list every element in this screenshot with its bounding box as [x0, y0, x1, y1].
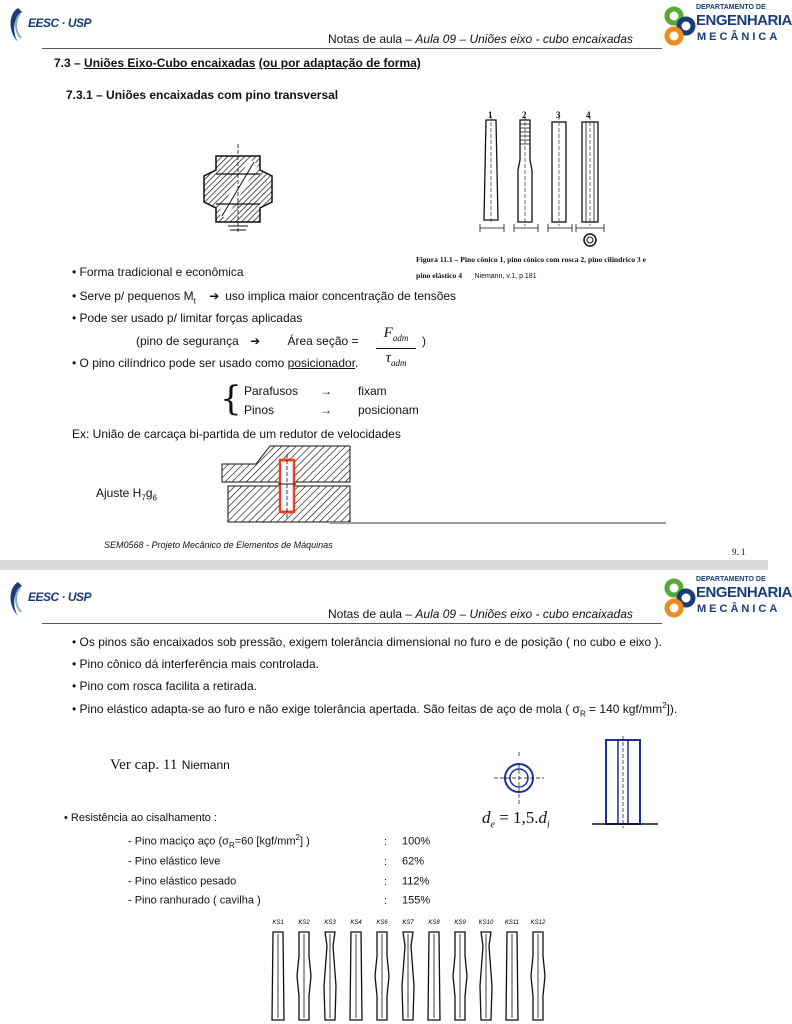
bullet-pequenos-mt: • Serve p/ pequenos $M_t$ ➔ uso implica maior concentração de tensões: [72, 289, 457, 306]
page-divider: [0, 560, 768, 570]
resistance-label: - Pino ranhurado ( cavilha ): [128, 894, 261, 907]
dem-logo: [664, 576, 792, 622]
bullet-pino-conico: • Pino cônico dá interferência mais controlada.: [72, 657, 320, 671]
pin-type-label: KS1: [272, 920, 284, 926]
pin-type-label: KS3: [324, 920, 336, 926]
pin-type-ks2: [297, 920, 311, 1020]
pin-type-label: KS4: [350, 920, 362, 926]
resistance-row: [128, 892, 448, 909]
pin-type-ks1: [272, 920, 284, 1020]
ver-cap-reference: Ver cap. 11 Niemann: [110, 757, 230, 773]
eesc-usp-logo: [6, 6, 92, 46]
figure-label-2: 2: [522, 110, 527, 120]
example-text: Ex: União de carcaça bi-partida de um redutor de velocidades: [72, 427, 401, 441]
bullet-posicionador: • O pino cilíndrico pode ser usado como posicionador.: [72, 356, 359, 370]
pin-type-label: KS8: [428, 920, 440, 926]
pin-type-label: KS6: [376, 920, 388, 926]
resistance-colon: :: [384, 855, 388, 868]
page-number: 9. 1: [732, 547, 746, 557]
resistance-label: - Pino elástico pesado: [128, 875, 237, 888]
pin-type-ks4: [350, 920, 362, 1020]
pin-types-drawing: [262, 916, 554, 1024]
figure-label-3: 3: [556, 110, 561, 120]
dem-logo-mid: ENGENHARIA: [696, 584, 792, 601]
subsection-title: 7.3.1 – Uniões encaixadas com pino transversal: [66, 88, 339, 102]
pin-type-label: KS9: [454, 920, 466, 926]
dem-logo-top: DEPARTAMENTO DE: [696, 576, 766, 583]
left-brace: {: [220, 379, 242, 419]
pin-type-ks3: [324, 920, 336, 1020]
dem-logo: [664, 4, 792, 50]
eesc-emblem-icon: [6, 580, 30, 618]
formula-fraction: $F_{adm}$ $\tau_{adm}$: [376, 326, 416, 371]
figure-caption-line1: Figura 11.1 – Pino cônico 1, pino cônico com rosca 2, pino cilíndrico 3 e: [416, 255, 646, 264]
pin-shaft-drawing: [200, 144, 276, 234]
resistance-value: 112%: [402, 875, 430, 888]
page-header: Notas de aula – Aula 09 – Uniões eixo - cubo encaixadas: [328, 32, 633, 46]
dem-logo-top: DEPARTAMENTO DE: [696, 4, 766, 11]
dem-logo-bot: MECÂNICA: [697, 31, 781, 43]
ajuste-tolerance: Ajuste $H_7g_6$: [96, 486, 157, 503]
pin-type-ks7: [402, 920, 414, 1020]
housing-drawing: [222, 442, 350, 524]
figure-label-1: 1: [488, 110, 493, 120]
figure-caption-line2: pino elástico 4 Niemann, v.1, p.181: [416, 271, 537, 280]
header-rule: [42, 48, 662, 49]
pin-type-ks10: [479, 920, 494, 1020]
resistance-label: - Pino maciço aço ($\sigma_R=60$ $[kgf/mm^2]$ ): [128, 833, 310, 850]
pin-type-ks8: [428, 920, 440, 1020]
resistance-value: 100%: [402, 835, 431, 848]
eesc-logo-text: EESC · USP: [28, 590, 92, 604]
resistance-value: 155%: [402, 894, 431, 907]
resistance-colon: :: [384, 894, 388, 907]
brace-row-pinos: Pinos → posicionam: [244, 403, 419, 417]
resistance-row: [128, 873, 448, 890]
eesc-logo-text: EESC · USP: [28, 16, 92, 30]
pin-type-ks9: [453, 920, 467, 1020]
elastic-pin-section-icon: [494, 748, 544, 808]
right-arrow-icon: ➔: [209, 289, 220, 303]
page-header: Notas de aula – Aula 09 – Uniões eixo - cubo encaixadas: [328, 607, 633, 621]
figure-ref: Niemann, v.1, p.181: [474, 273, 537, 280]
footer-rule: [330, 522, 666, 524]
dem-logo-mid: ENGENHARIA: [696, 12, 792, 29]
resistance-colon: :: [384, 835, 388, 848]
pin-type-label: KS7: [402, 920, 414, 926]
right-arrow-icon: ➔: [250, 334, 261, 348]
bullet-pino-elastico: • Pino elástico adapta-se ao furo e não exige tolerância apertada. São feitas de aço de mola ( $\sigma_R = 140$ kgf/$mm^2$]).: [72, 701, 678, 719]
bullet-forma-tradicional: • Forma tradicional e econômica: [72, 265, 244, 279]
formula-close-paren: ): [422, 334, 426, 348]
resistance-value: 62%: [402, 855, 425, 868]
dem-emblem-icon: [664, 4, 696, 48]
resistance-row: [128, 853, 448, 870]
pin-type-ks12: [531, 920, 546, 1020]
pins-figure: [476, 110, 614, 252]
eesc-emblem-icon: [6, 6, 30, 44]
formula-area-secao: (pino de segurança ➔ Área seção =: [136, 334, 359, 348]
bullet-pino-rosca: • Pino com rosca facilita a retirada.: [72, 679, 257, 693]
formula-de-di: $d_e = 1,5.d_i$: [482, 808, 550, 831]
resistance-colon: :: [384, 875, 388, 888]
resistencia-title: • Resistência ao cisalhamento :: [64, 812, 218, 824]
dem-emblem-icon: [664, 576, 696, 620]
brace-row-parafusos: Parafusos → fixam: [244, 384, 387, 398]
bullet-encaixados-pressao: • Os pinos são encaixados sob pressão, exigem tolerância dimensional no furo e de posição ( no cubo e eixo ).: [72, 635, 662, 649]
resistance-row: [128, 833, 448, 850]
pin-type-label: KS2: [298, 920, 310, 926]
dem-logo-bot: MECÂNICA: [697, 603, 781, 615]
bullet-limitar-forcas: • Pode ser usado p/ limitar forças aplicadas: [72, 311, 303, 325]
pin-type-ks6: [375, 920, 389, 1020]
pin-type-label: KS11: [504, 920, 520, 926]
eesc-usp-logo: [6, 580, 92, 620]
header-rule: [42, 623, 662, 624]
pin-type-label: KS12: [530, 920, 546, 926]
section-title: 7.3 – Uniões Eixo-Cubo encaixadas (ou por adaptação de forma): [54, 56, 421, 70]
figure-label-4: 4: [586, 110, 591, 120]
elastic-pin-side-view: [592, 736, 658, 830]
resistance-label: - Pino elástico leve: [128, 855, 221, 868]
pin-type-label: KS10: [478, 920, 494, 926]
pin-type-ks11: [505, 920, 519, 1020]
page-footer: SEM0568 - Projeto Mecânico de Elementos de Máquinas: [104, 540, 333, 550]
